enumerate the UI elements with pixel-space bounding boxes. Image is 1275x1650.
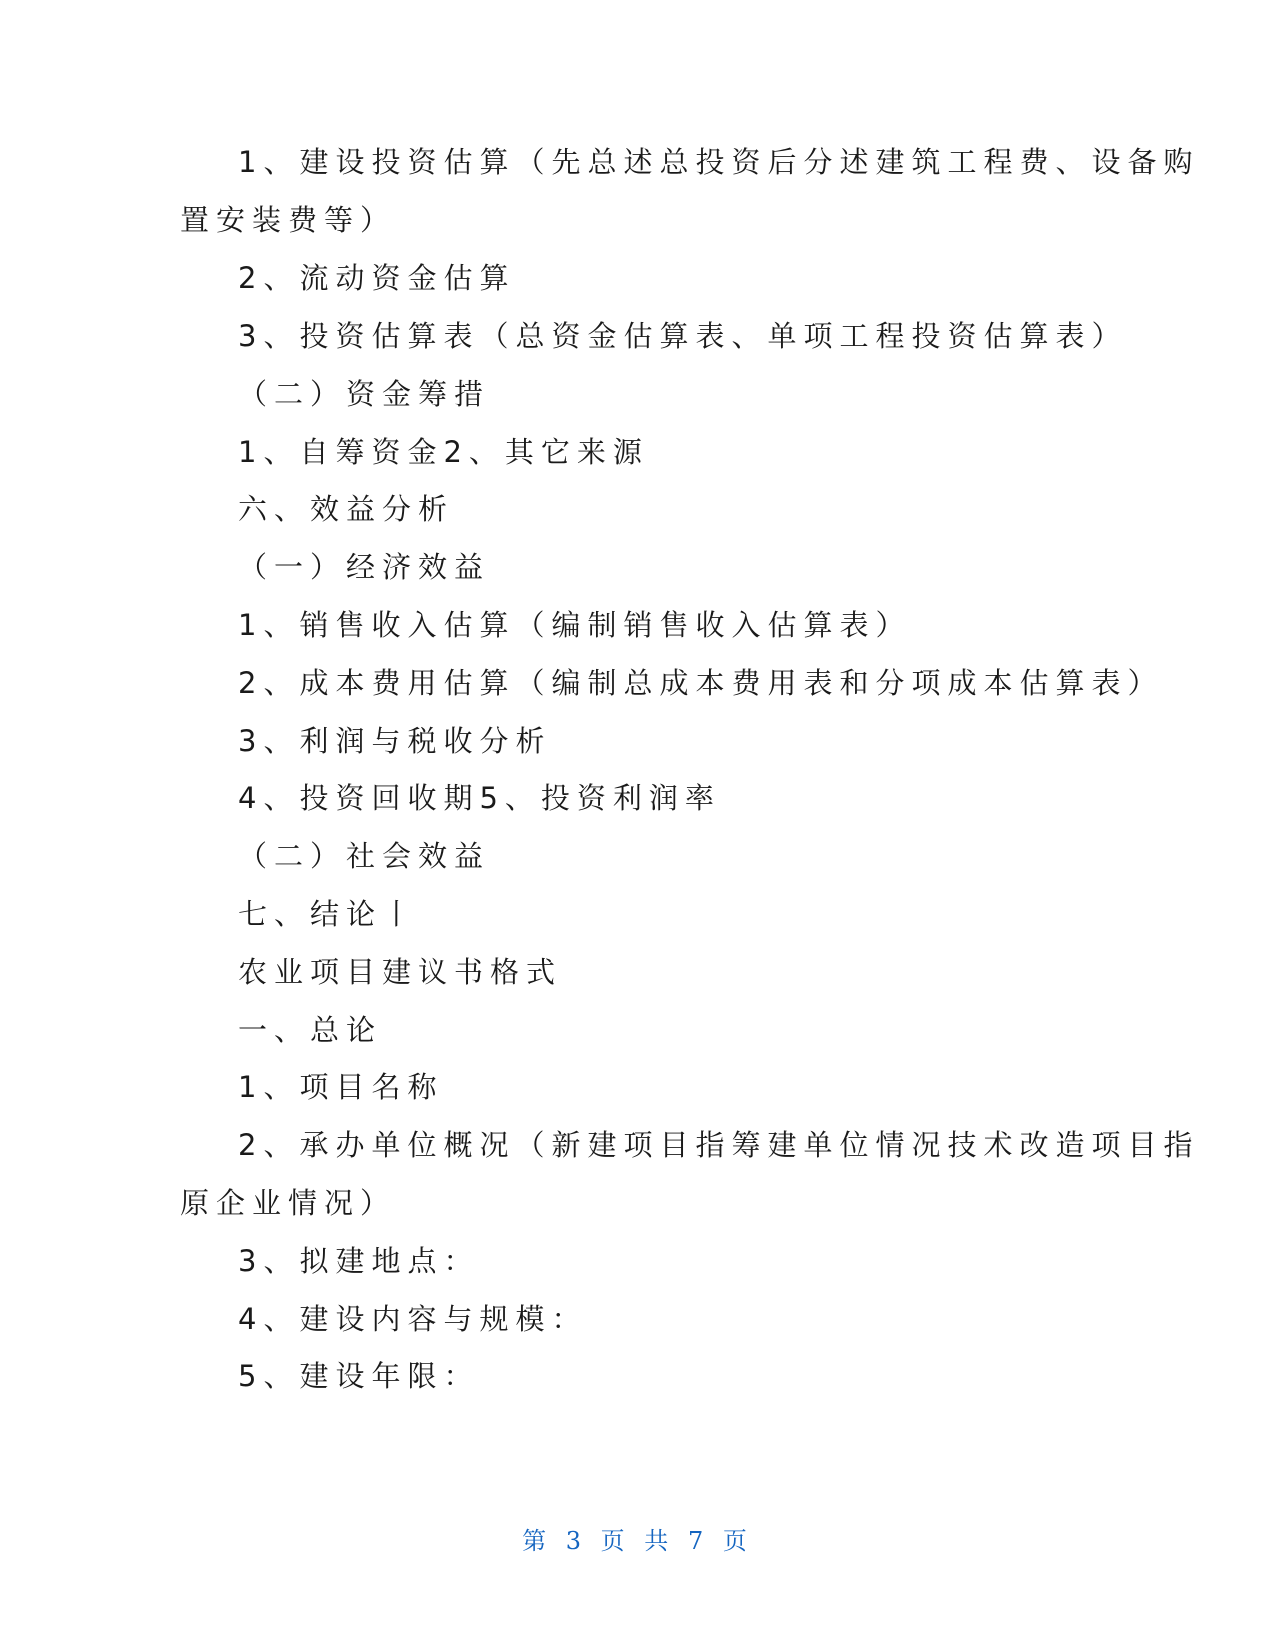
body-line: 原企业情况） — [180, 1186, 397, 1220]
body-line: 3、利润与税收分析 — [238, 724, 552, 758]
body-line: 2、承办单位概况（新建项目指筹建单位情况技术改造项目指 — [238, 1128, 1200, 1162]
body-line: 2、流动资金估算 — [238, 261, 516, 295]
body-line: 1、建设投资估算（先总述总投资后分述建筑工程费、设备购 — [238, 145, 1200, 179]
body-line: 3、投资估算表（总资金估算表、单项工程投资估算表） — [238, 319, 1128, 353]
body-line: 3、拟建地点： — [238, 1244, 480, 1278]
document-title: 农业项目建议书格式 — [238, 955, 563, 989]
body-line: 4、建设内容与规模： — [238, 1302, 588, 1336]
body-line: 5、建设年限： — [238, 1359, 480, 1393]
body-line: 4、投资回收期5、投资利润率 — [238, 781, 721, 815]
body-line: 1、自筹资金2、其它来源 — [238, 435, 649, 469]
section-heading: 六、效益分析 — [238, 492, 455, 526]
body-line: 1、项目名称 — [238, 1070, 444, 1104]
section-heading: （二）资金筹措 — [238, 377, 491, 411]
body-line: 置安装费等） — [180, 203, 397, 237]
section-heading: （一）经济效益 — [238, 550, 491, 584]
body-line: 2、成本费用估算（编制总成本费用表和分项成本估算表） — [238, 666, 1164, 700]
section-heading: 一、总论 — [238, 1013, 383, 1047]
section-heading: （二）社会效益 — [238, 839, 491, 873]
section-heading: 七、结论丨 — [238, 897, 419, 931]
page-number-footer: 第 3 页 共 7 页 — [522, 1527, 753, 1555]
body-line: 1、销售收入估算（编制销售收入估算表） — [238, 608, 912, 642]
